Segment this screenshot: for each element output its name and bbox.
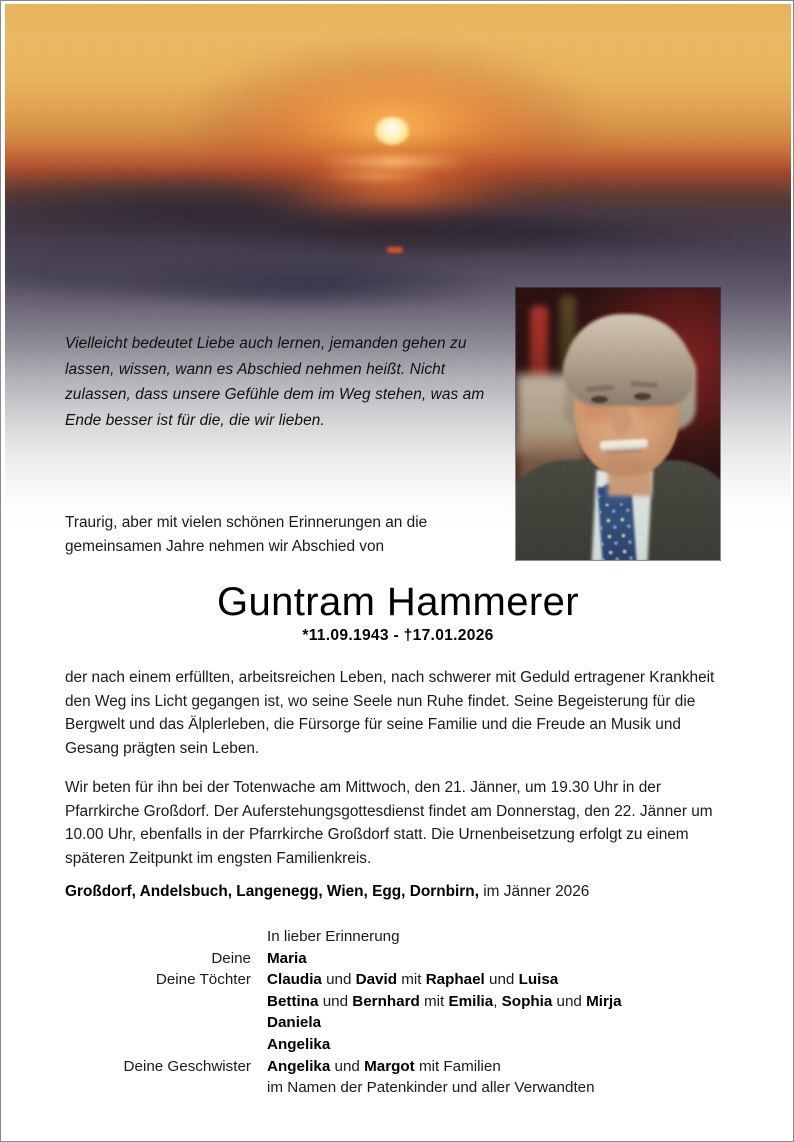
family-row bbox=[65, 926, 731, 948]
portrait-chin bbox=[604, 454, 644, 474]
family-row bbox=[65, 1056, 731, 1078]
sun-icon bbox=[375, 117, 409, 145]
deceased-name: Guntram Hammerer bbox=[216, 580, 580, 624]
places-and-date-line bbox=[65, 883, 731, 901]
family-relation-label bbox=[65, 1034, 267, 1056]
family-names: im Namen der Patenkinder und aller Verwandten bbox=[267, 1079, 595, 1097]
portrait-nose bbox=[612, 404, 632, 434]
family-relation-label: Deine Töchter bbox=[155, 971, 251, 989]
family-relation-label: Deine bbox=[211, 949, 251, 967]
family-names: Maria bbox=[267, 949, 307, 967]
family-relation-label bbox=[65, 926, 267, 948]
sun-streak bbox=[318, 156, 468, 168]
portrait-photo bbox=[516, 288, 720, 560]
farewell-intro: Traurig, aber mit vielen schönen Erinnerungen an die gemeinsamen Jahre nehmen wir Abschied von bbox=[65, 514, 428, 555]
family-relation-label bbox=[65, 1012, 267, 1034]
family-names: In lieber Erinnerung bbox=[267, 928, 400, 945]
family-names: Bettina und Bernhard mit Emilia, Sophia und Mirja bbox=[267, 992, 622, 1010]
family-relation-label bbox=[65, 991, 267, 1013]
portrait-bg-object bbox=[530, 306, 548, 380]
family-names: Angelika bbox=[267, 1035, 331, 1053]
memorial-quote: Vielleicht bedeutet Liebe auch lernen, jemanden gehen zu lassen, wissen, wann es Abschied nehmen heißt. Nicht zulassen, dass unsere Gefühle dem im Weg stehen, was am Ende besser ist für die, die wir lieben. bbox=[65, 335, 485, 429]
obituary-paragraph-2: Wir beten für ihn bei der Totenwache am Mittwoch, den 21. Jänner, um 19.30 Uhr in der Pfarrkirche Großdorf. Der Auferstehungsgottesdienst findet am Donnerstag, den 22. Jänner um 10.00 Uhr, ebenfalls in der Pfarrkirche Großdorf statt. Die Urnenbeisetzung erfolgt zu einem späteren Zeitpunkt im engsten Familienkreis. bbox=[65, 779, 713, 867]
family-row bbox=[65, 969, 731, 991]
family-list bbox=[65, 926, 731, 1099]
places-list: Großdorf, Andelsbuch, Langenegg, Wien, Egg, Dornbirn, bbox=[65, 883, 479, 900]
sun-streak bbox=[317, 172, 437, 181]
family-row bbox=[65, 1012, 731, 1034]
family-relation-label: Deine Geschwister bbox=[123, 1057, 251, 1075]
family-names: Claudia und David mit Raphael und Luisa bbox=[267, 971, 559, 989]
portrait-eye bbox=[591, 396, 608, 403]
family-row bbox=[65, 1077, 731, 1099]
deceased-dates: *11.09.1943 - †17.01.2026 bbox=[302, 627, 494, 644]
family-row bbox=[65, 1034, 731, 1056]
cloud-ridge bbox=[135, 256, 495, 312]
sun-ember bbox=[387, 247, 403, 253]
portrait-mouth bbox=[600, 439, 649, 454]
family-names: Angelika und Margot mit Familien bbox=[267, 1057, 501, 1075]
family-row bbox=[65, 948, 731, 970]
family-row bbox=[65, 991, 731, 1013]
family-relation-label bbox=[65, 1077, 267, 1099]
obituary-paragraph-1: der nach einem erfüllten, arbeitsreichen Leben, nach schwerer mit Geduld ertragener Krankheit den Weg ins Licht gegangen ist, wo seine Seele nun Ruhe findet. Seine Begeisterung für die Bergwelt und das Älplerleben, die Fürsorge für seine Familie und die Freude an Musik und Gesang prägten sein Leben. bbox=[65, 669, 715, 757]
notice-date: im Jänner 2026 bbox=[478, 883, 590, 900]
family-names: Daniela bbox=[267, 1014, 322, 1032]
portrait-eye bbox=[634, 393, 651, 400]
